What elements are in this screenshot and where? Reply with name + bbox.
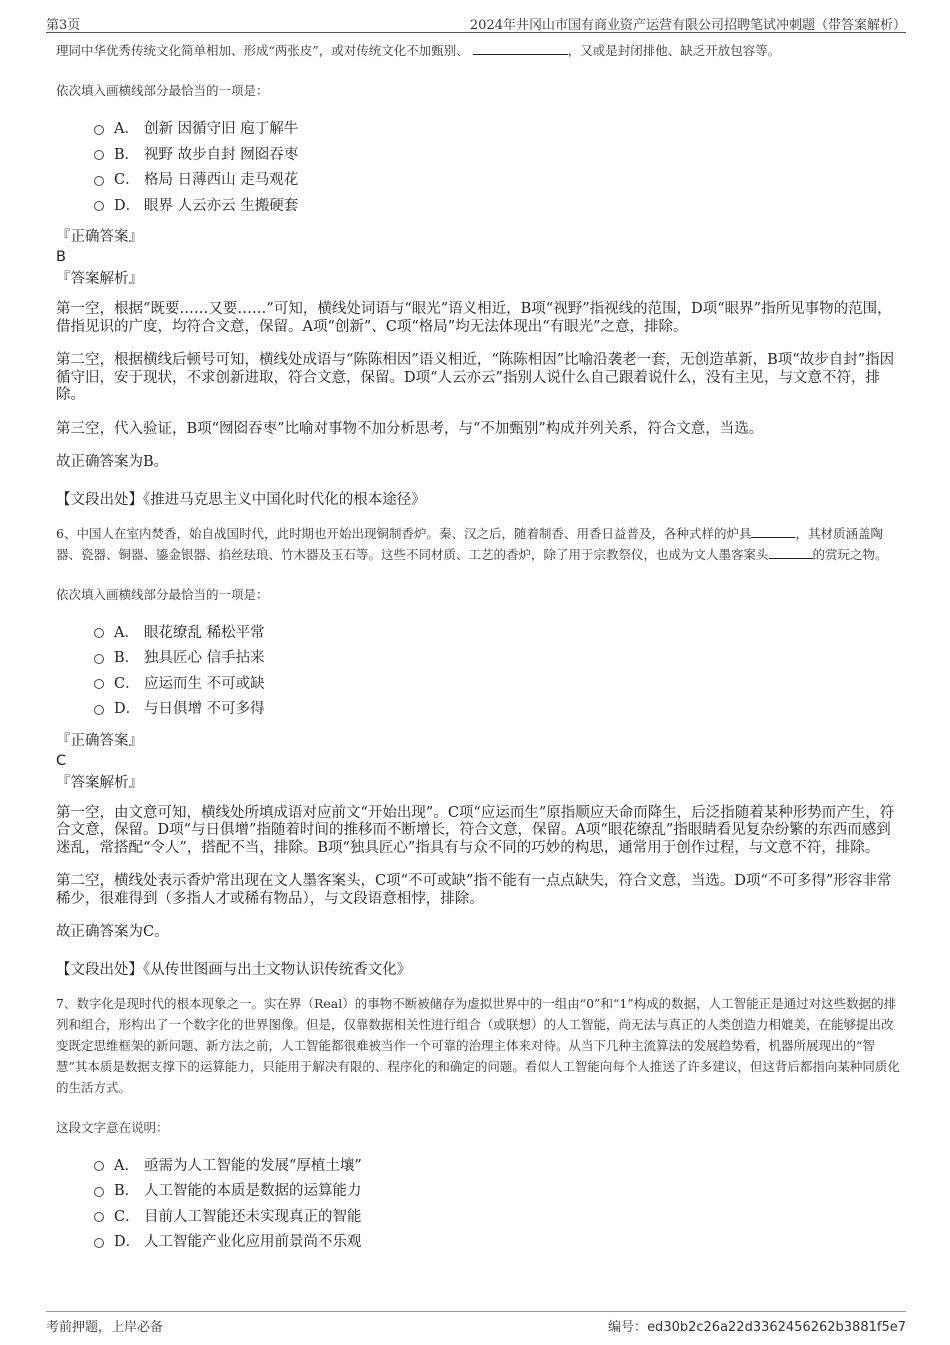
q5-analysis-2: 第二空，根据横线后顿号可知，横线处成语与“陈陈相因”语义相近，“陈陈相因”比喻沿袭老一套，无创造革新，B项“故步自封”指因循守旧，安于现状，不求创新进取，符合文意，保留。D项“人云亦云”指别人说什么自己跟着说什么，没有主见，与文意不符，排除。 — [56, 352, 895, 403]
fill-blank — [473, 42, 568, 55]
radio-icon[interactable] — [94, 125, 104, 135]
radio-icon[interactable] — [94, 705, 104, 715]
q5-analysis-label: 『答案解析』 — [56, 271, 143, 287]
radio-icon[interactable] — [94, 1161, 104, 1171]
q6-prompt: 依次填入画横线部分最恰当的一项是： — [56, 586, 269, 602]
q6-option-b[interactable]: B． 独具匠心 信手拈来 — [94, 644, 900, 670]
page-number: 第3页 — [46, 18, 81, 33]
radio-icon[interactable] — [94, 1212, 104, 1222]
q6-source: 【文段出处】《从传世图画与出土文物认识传统香文化》 — [56, 961, 412, 978]
radio-icon[interactable] — [94, 1187, 104, 1197]
q5-answer: B — [56, 249, 66, 265]
q6-analysis-1: 第一空，由文意可知，横线处所填成语对应前文“开始出现”。C项“应运而生”原指顺应天命而降生，后泛指随着某种形势而产生，符合文意，保留。D项“与日俱增”指随着时间的推移而不断增长，符合文意，保留。A项“眼花缭乱”指眼睛看见复杂纷繁的东西而感到迷乱，常搭配“令人”，搭配不当，排除。B项“独具匠心”指具有与众不同的巧妙的构思，通常用于创作过程，与文意不符，排除。 — [56, 804, 895, 856]
q7-option-a[interactable]: A． 亟需为人工智能的发展“厚植土壤” — [94, 1152, 900, 1178]
q5-option-d[interactable]: D． 眼界 人云亦云 生搬硬套 — [94, 192, 900, 218]
document-body — [56, 40, 900, 1254]
q7-stem: 7、数字化是现时代的根本现象之一。实在界（Real）的事物不断被储存为虚拟世界中的一组由“0”和“1”构成的数据，人工智能正是通过对这些数据的排列和组合，形构出了一个数字化的世界图像。但是，仅靠数据相关性进行组合（或联想）的人工智能，尚无法与真正的人类创造力相媲美，在能够提出改变既定思维框架的新问题、新方法之前，人工智能都很难被当作一个可靠的治理主体来对待。从当下几种主流算法的发展趋势看，机器所展现出的“智慧”其本质是数据支撑下的运算能力，只能用于解决有限的、程序化的和确定的问题。看似人工智能向每个人推送了许多建议，但这背后都指向某种同质化的生活方式。 — [56, 995, 900, 1095]
page-header — [46, 12, 906, 33]
q5-conclusion: 故正确答案为B。 — [56, 454, 169, 470]
q5-stem: 理同中华优秀传统文化简单相加、形成“两张皮”，或对传统文化不加甄别、 ，又或是封闭排他、缺乏开放包容等。 — [56, 43, 781, 58]
document-title: 2024年井冈山市国有商业资产运营有限公司招聘笔试冲刺题（带答案解析） — [469, 18, 906, 33]
fill-blank — [769, 546, 813, 559]
q7-option-b[interactable]: B． 人工智能的本质是数据的运算能力 — [94, 1177, 900, 1203]
q6-answer-label: 『正确答案』 — [56, 732, 143, 749]
radio-icon[interactable] — [94, 201, 104, 211]
q6-option-d[interactable]: D． 与日俱增 不可多得 — [94, 695, 900, 721]
q6-conclusion: 故正确答案为C。 — [56, 924, 169, 940]
q6-options — [94, 619, 900, 721]
page-footer — [46, 1311, 906, 1338]
document-code: 编号：ed30b2c26a22d3362456262b3881f5e7 — [608, 1320, 906, 1335]
radio-icon[interactable] — [94, 1238, 104, 1248]
q6-option-c[interactable]: C． 应运而生 不可或缺 — [94, 670, 900, 696]
radio-icon[interactable] — [94, 150, 104, 160]
q5-answer-label: 『正确答案』 — [56, 229, 143, 245]
q7-option-d[interactable]: D． 人工智能产业化应用前景尚不乐观 — [94, 1228, 900, 1254]
q5-options — [94, 115, 900, 217]
q6-stem: 6、中国人在室内焚香，始自战国时代，此时期也开始出现铜制香炉。秦、汉之后，随着制香、用香日益普及，各种式样的炉具 ，其材质涵盖陶器、瓷器、铜器、鎏金银器、掐丝珐琅、竹木器及玉石等。这些不同材质、工艺的香炉，除了用于宗教祭仪，也成为文人墨客案头 的赏玩之物。 — [56, 525, 888, 562]
q5-option-b[interactable]: B． 视野 故步自封 囫囵吞枣 — [94, 141, 900, 167]
q7-options — [94, 1152, 900, 1254]
q6-analysis-label: 『答案解析』 — [56, 774, 143, 791]
q6-answer: C — [56, 752, 67, 769]
q5-analysis-3: 第三空，代入验证，B项“囫囵吞枣”比喻对事物不加分析思考，与“不加甄别”构成并列关系，符合文意，当选。 — [56, 420, 764, 437]
radio-icon[interactable] — [94, 654, 104, 664]
q6-analysis-2: 第二空，横线处表示香炉常出现在文人墨客案头，C项“不可或缺”指不能有一点点缺失，符合文意，当选。D项“不可多得”形容非常稀少，很难得到（多指人才或稀有物品），与文段语意相悖，排除。 — [56, 873, 892, 907]
radio-icon[interactable] — [94, 679, 104, 689]
radio-icon[interactable] — [94, 628, 104, 638]
q5-option-a[interactable]: A． 创新 因循守旧 庖丁解牛 — [94, 115, 900, 141]
q5-analysis-1: 第一空，根据“既要……又要……”可知，横线处词语与“眼光”语义相近，B项“视野”指视线的范围，D项“眼界”指所见事物的范围，借指见识的广度，均符合文意，保留。A项“创新”、C项“格局”均无法体现出“有眼光”之意，排除。 — [56, 301, 892, 335]
footer-slogan: 考前押题，上岸必备 — [46, 1320, 164, 1335]
radio-icon[interactable] — [94, 176, 104, 186]
q5-source: 【文段出处】《推进马克思主义中国化时代化的根本途径》 — [56, 491, 426, 508]
q5-option-c[interactable]: C． 格局 日薄西山 走马观花 — [94, 166, 900, 192]
q7-option-c[interactable]: C． 目前人工智能还未实现真正的智能 — [94, 1203, 900, 1229]
q7-prompt: 这段文字意在说明： — [56, 1119, 169, 1135]
fill-blank — [751, 525, 795, 538]
q5-prompt: 依次填入画横线部分最恰当的一项是： — [56, 83, 269, 98]
q6-option-a[interactable]: A． 眼花缭乱 稀松平常 — [94, 619, 900, 645]
